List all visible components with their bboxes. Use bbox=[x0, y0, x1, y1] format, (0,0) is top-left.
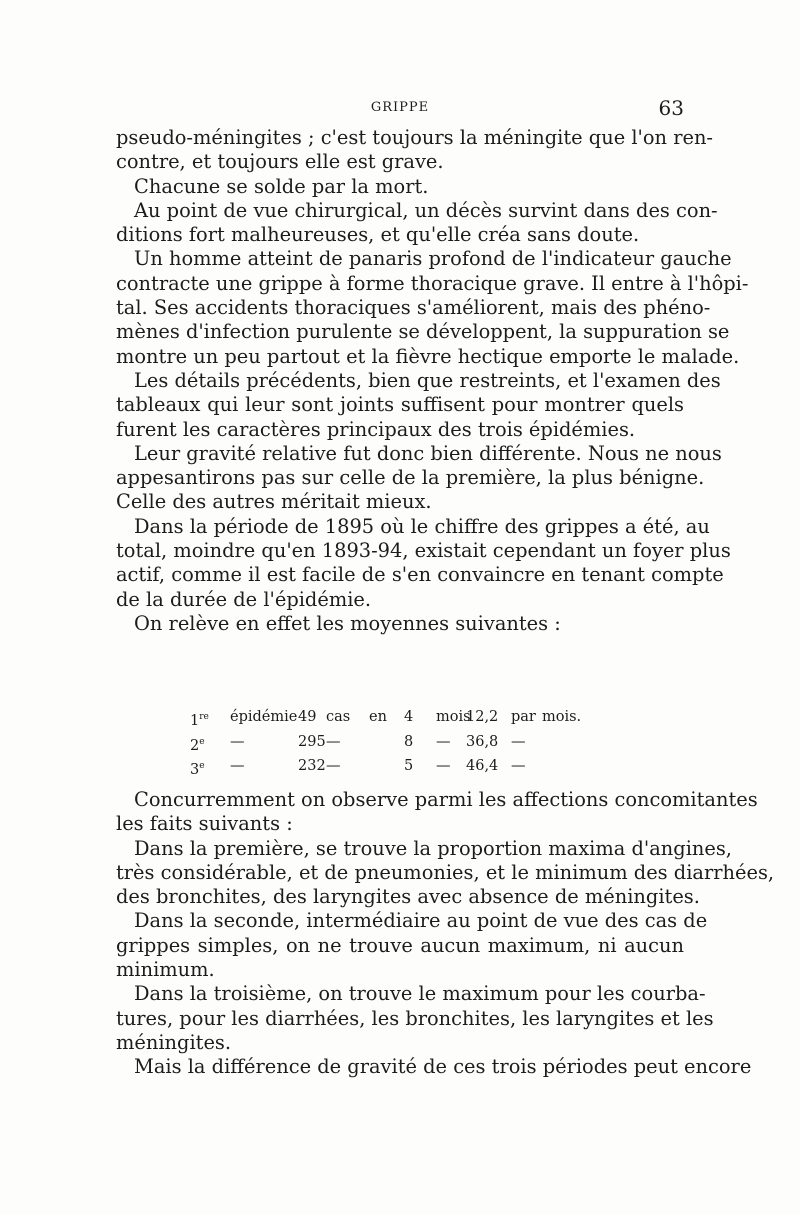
table-cell-avg: 12,2 bbox=[466, 709, 499, 725]
paragraph bbox=[116, 612, 684, 636]
table-cell-avg: 36,8 bbox=[466, 733, 499, 750]
table-cell-cases: 295 bbox=[298, 733, 326, 750]
table-cell-mois-label: — bbox=[436, 733, 451, 750]
table-cell-cas-label: — bbox=[326, 758, 341, 774]
paragraph bbox=[116, 514, 731, 612]
text-line: pseudo-méningites ; c'est toujours la méningite que l'on ren- bbox=[116, 126, 713, 149]
running-head bbox=[116, 96, 684, 120]
text-line: Dans la première, se trouve la proportion maxima d'angines, bbox=[134, 836, 732, 860]
text-line: très considérable, et de pneumonies, et le minimum des diarrhées, bbox=[116, 860, 775, 884]
text-line: appesantirons pas sur celle de la première, la plus bénigne. bbox=[116, 466, 705, 490]
paragraph bbox=[116, 247, 749, 368]
averages-table bbox=[190, 705, 650, 779]
paragraph bbox=[116, 175, 684, 199]
text-line: furent les caractères principaux des trois épidémies. bbox=[116, 417, 636, 441]
text-line: Au point de vue chirurgical, un décès survint dans des con- bbox=[134, 198, 718, 222]
table-cell-label: — bbox=[230, 733, 245, 750]
text-line: tures, pour les diarrhées, les bronchites, les laryngites et les bbox=[116, 1006, 714, 1030]
table-cell-cas-label: cas bbox=[326, 709, 351, 725]
table-cell-par-label: — bbox=[511, 758, 526, 774]
page-number: 63 bbox=[658, 96, 684, 120]
rank-number: 1 bbox=[190, 712, 200, 729]
table-row bbox=[190, 705, 650, 730]
text-line: Celle des autres méritait mieux. bbox=[116, 490, 432, 514]
text-line: Dans la troisième, on trouve le maximum pour les courba- bbox=[134, 982, 706, 1006]
text-line: contracte une grippe à forme thoracique grave. Il entre à l'hôpi- bbox=[116, 271, 749, 295]
paragraph bbox=[116, 982, 714, 1055]
table-cell-label: épidémie bbox=[230, 709, 298, 725]
table-cell-cases: 232 bbox=[298, 758, 326, 774]
table-cell-months: 4 bbox=[404, 709, 414, 725]
rank-suffix: e bbox=[199, 736, 205, 747]
body-text-bottom bbox=[116, 788, 775, 1080]
rank-suffix: e bbox=[199, 761, 205, 771]
table-cell-rank bbox=[190, 754, 205, 782]
paragraph bbox=[116, 441, 722, 515]
text-line: Leur gravité relative fut donc bien différente. Nous ne nous bbox=[134, 441, 722, 465]
text-line: ditions fort malheureuses, et qu'elle créa sans doute. bbox=[116, 223, 640, 247]
text-line: tableaux qui leur sont joints suffisent pour montrer quels bbox=[116, 393, 684, 417]
text-line: Dans la seconde, intermédiaire au point de vue des cas de bbox=[134, 909, 708, 933]
text-line: total, moindre qu'en 1893-94, existait cependant un foyer plus bbox=[116, 539, 731, 563]
rank-number: 2 bbox=[190, 737, 200, 754]
text-line: mènes d'infection purulente se développent, la suppuration se bbox=[116, 320, 730, 344]
text-line: contre, et toujours elle est grave. bbox=[116, 150, 444, 174]
text-line: tal. Ses accidents thoraciques s'améliorent, mais des phéno- bbox=[116, 296, 711, 320]
text-line: minimum. bbox=[116, 958, 215, 982]
running-title: GRIPPE bbox=[370, 100, 430, 115]
table-cell-par-label: par bbox=[511, 709, 536, 725]
text-line: méningites. bbox=[116, 1030, 232, 1054]
table-cell-avg: 46,4 bbox=[466, 758, 499, 774]
paragraph bbox=[116, 1055, 752, 1079]
table-row bbox=[190, 754, 650, 779]
table-cell-mois-label: mois bbox=[436, 709, 471, 725]
table-cell-en-label: en bbox=[369, 709, 387, 725]
text-line: montre un peu partout et la fièvre hectique emporte le malade. bbox=[116, 344, 740, 368]
paragraph bbox=[116, 909, 708, 982]
table-cell-cas-label: — bbox=[326, 733, 341, 750]
table-cell-par-label: — bbox=[511, 733, 526, 750]
text-line: de la durée de l'épidémie. bbox=[116, 587, 372, 611]
paragraph bbox=[116, 788, 758, 837]
rank-number: 3 bbox=[190, 761, 200, 778]
text-line: grippes simples, on ne trouve aucun maximum, ni aucun bbox=[116, 933, 684, 957]
text-line: actif, comme il est facile de s'en convaincre en tenant compte bbox=[116, 563, 724, 587]
table-cell-months: 8 bbox=[404, 733, 414, 750]
table-cell-cases: 49 bbox=[298, 709, 317, 725]
table-row bbox=[190, 730, 650, 755]
text-line: Dans la période de 1895 où le chiffre des grippes a été, au bbox=[134, 514, 710, 538]
text-line: les faits suivants : bbox=[116, 812, 293, 836]
text-line: Chacune se solde par la mort. bbox=[134, 174, 429, 198]
text-line: Un homme atteint de panaris profond de l'indicateur gauche bbox=[134, 247, 732, 271]
paragraph bbox=[116, 368, 721, 442]
text-line: des bronchites, des laryngites avec absence de méningites. bbox=[116, 885, 700, 909]
table-cell-label: — bbox=[230, 758, 245, 774]
rank-suffix: re bbox=[199, 712, 209, 722]
paragraph bbox=[116, 126, 713, 175]
table-cell-months: 5 bbox=[404, 758, 414, 774]
text-line: Mais la différence de gravité de ces trois périodes peut encore bbox=[134, 1055, 752, 1079]
text-line: On relève en effet les moyennes suivantes : bbox=[134, 611, 561, 635]
table-cell-mois-label: — bbox=[436, 758, 451, 774]
paragraph bbox=[116, 198, 718, 248]
text-line: Les détails précédents, bien que restreints, et l'examen des bbox=[134, 368, 721, 392]
table-cell-per-month: mois. bbox=[542, 709, 582, 725]
paragraph bbox=[116, 836, 775, 910]
text-line: Concurremment on observe parmi les affections concomitantes bbox=[134, 788, 758, 811]
body-text-top bbox=[116, 126, 749, 636]
